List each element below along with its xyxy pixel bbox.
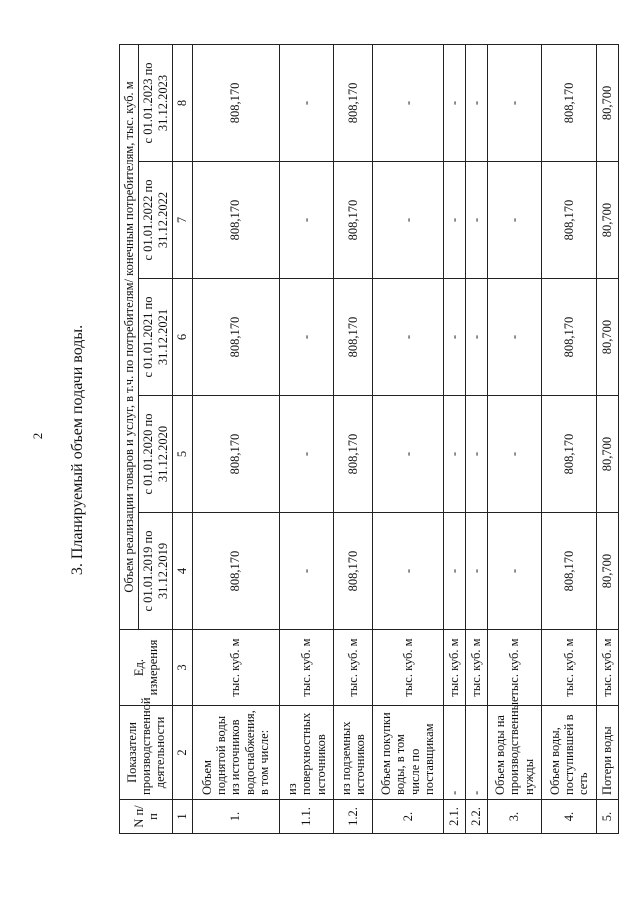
row-value: 80,700 (596, 513, 618, 630)
row-indicator: Объем воды, поступившей в сеть (542, 706, 597, 800)
table-row (443, 44, 465, 833)
row-value: - (443, 279, 465, 396)
header-indicator: Показатели производственной деятельности (120, 706, 173, 800)
water-supply-table (119, 44, 619, 834)
row-value: - (487, 162, 542, 279)
row-number: 3. (487, 800, 542, 834)
table-row (334, 44, 372, 833)
row-value: - (443, 513, 465, 630)
row-unit: тыс. куб. м (192, 630, 279, 706)
row-value: 80,700 (596, 44, 618, 161)
row-number: 1.2. (334, 800, 372, 834)
column-number: 2 (173, 706, 192, 800)
row-value: - (487, 396, 542, 513)
row-value: 808,170 (334, 162, 372, 279)
row-value: - (487, 44, 542, 161)
row-value: - (372, 162, 443, 279)
row-value: 808,170 (334, 396, 372, 513)
row-value: 808,170 (542, 162, 597, 279)
section-title: 3. Планируемый объем подачи воды. (69, 324, 86, 576)
header-period: с 01.01.2023 по 31.12.2023 (139, 44, 173, 161)
row-unit: тыс. куб. м (596, 630, 618, 706)
row-indicator: Объем покупки воды, в том числе по поставщикам (372, 706, 443, 800)
row-number: 1.1. (279, 800, 334, 834)
row-value: - (465, 513, 487, 630)
row-indicator: - (465, 706, 487, 800)
row-indicator: Объем поднятой воды из источников водоснабжения, в том числе: (192, 706, 279, 800)
row-indicator: Объем воды на производственные нужды (487, 706, 542, 800)
header-group: Объем реализации товаров и услуг, в т.ч. по потребителям/ конечным потребителям, тыс. куб. м (120, 44, 139, 629)
row-value: - (443, 162, 465, 279)
row-value: - (465, 162, 487, 279)
row-unit: тыс. куб. м (372, 630, 443, 706)
row-value: - (279, 162, 334, 279)
row-number: 1. (192, 800, 279, 834)
row-value: 808,170 (542, 396, 597, 513)
row-value: - (443, 44, 465, 161)
row-value: 808,170 (542, 513, 597, 630)
header-period: с 01.01.2022 по 31.12.2022 (139, 162, 173, 279)
row-value: 808,170 (192, 513, 279, 630)
row-indicator: - (443, 706, 465, 800)
row-value: 80,700 (596, 162, 618, 279)
row-value: - (372, 279, 443, 396)
row-unit: тыс. куб. м (542, 630, 597, 706)
row-number: 4. (542, 800, 597, 834)
row-value: 808,170 (192, 396, 279, 513)
page-number: 2 (30, 432, 45, 440)
table-row (596, 44, 618, 833)
row-value: 808,170 (334, 279, 372, 396)
table-row (279, 44, 334, 833)
row-value: 80,700 (596, 279, 618, 396)
header-num: N п/п (120, 800, 173, 834)
row-value: 808,170 (542, 44, 597, 161)
table-row (192, 44, 279, 833)
row-value: 808,170 (334, 44, 372, 161)
row-value: - (465, 279, 487, 396)
row-number: 2.2. (465, 800, 487, 834)
row-unit: тыс. куб. м (443, 630, 465, 706)
column-number: 8 (173, 44, 192, 161)
row-value: 80,700 (596, 396, 618, 513)
row-value: - (487, 279, 542, 396)
column-number: 1 (173, 800, 192, 834)
header-period: с 01.01.2020 по 31.12.2020 (139, 396, 173, 513)
row-value: 808,170 (542, 279, 597, 396)
row-value: - (372, 44, 443, 161)
row-number: 2. (372, 800, 443, 834)
header-period: с 01.01.2019 по 31.12.2019 (139, 513, 173, 630)
row-indicator: из поверхностных источников (279, 706, 334, 800)
row-value: - (443, 396, 465, 513)
row-value: 808,170 (192, 162, 279, 279)
row-unit: тыс. куб. м (487, 630, 542, 706)
row-value: 808,170 (334, 513, 372, 630)
column-numbers-row (173, 44, 192, 833)
header-period: с 01.01.2021 по 31.12.2021 (139, 279, 173, 396)
row-value: 808,170 (192, 44, 279, 161)
column-number: 7 (173, 162, 192, 279)
table-row (542, 44, 597, 833)
row-value: - (279, 396, 334, 513)
column-number: 3 (173, 630, 192, 706)
row-number: 2.1. (443, 800, 465, 834)
row-value: - (465, 396, 487, 513)
row-value: - (372, 396, 443, 513)
row-value: - (372, 513, 443, 630)
row-indicator: Потери воды (596, 706, 618, 800)
row-number: 5. (596, 800, 618, 834)
header-unit: Ед. измерения (120, 630, 173, 706)
row-value: - (465, 44, 487, 161)
row-value: - (487, 513, 542, 630)
column-number: 5 (173, 396, 192, 513)
row-unit: тыс. куб. м (334, 630, 372, 706)
row-indicator: из подземных источников (334, 706, 372, 800)
row-unit: тыс. куб. м (465, 630, 487, 706)
column-number: 6 (173, 279, 192, 396)
row-value: - (279, 44, 334, 161)
table-row (487, 44, 542, 833)
row-unit: тыс. куб. м (279, 630, 334, 706)
row-value: - (279, 279, 334, 396)
header-row (120, 44, 139, 833)
table-container (119, 62, 619, 834)
row-value: 808,170 (192, 279, 279, 396)
table-row (465, 44, 487, 833)
row-value: - (279, 513, 334, 630)
column-number: 4 (173, 513, 192, 630)
table-row (372, 44, 443, 833)
